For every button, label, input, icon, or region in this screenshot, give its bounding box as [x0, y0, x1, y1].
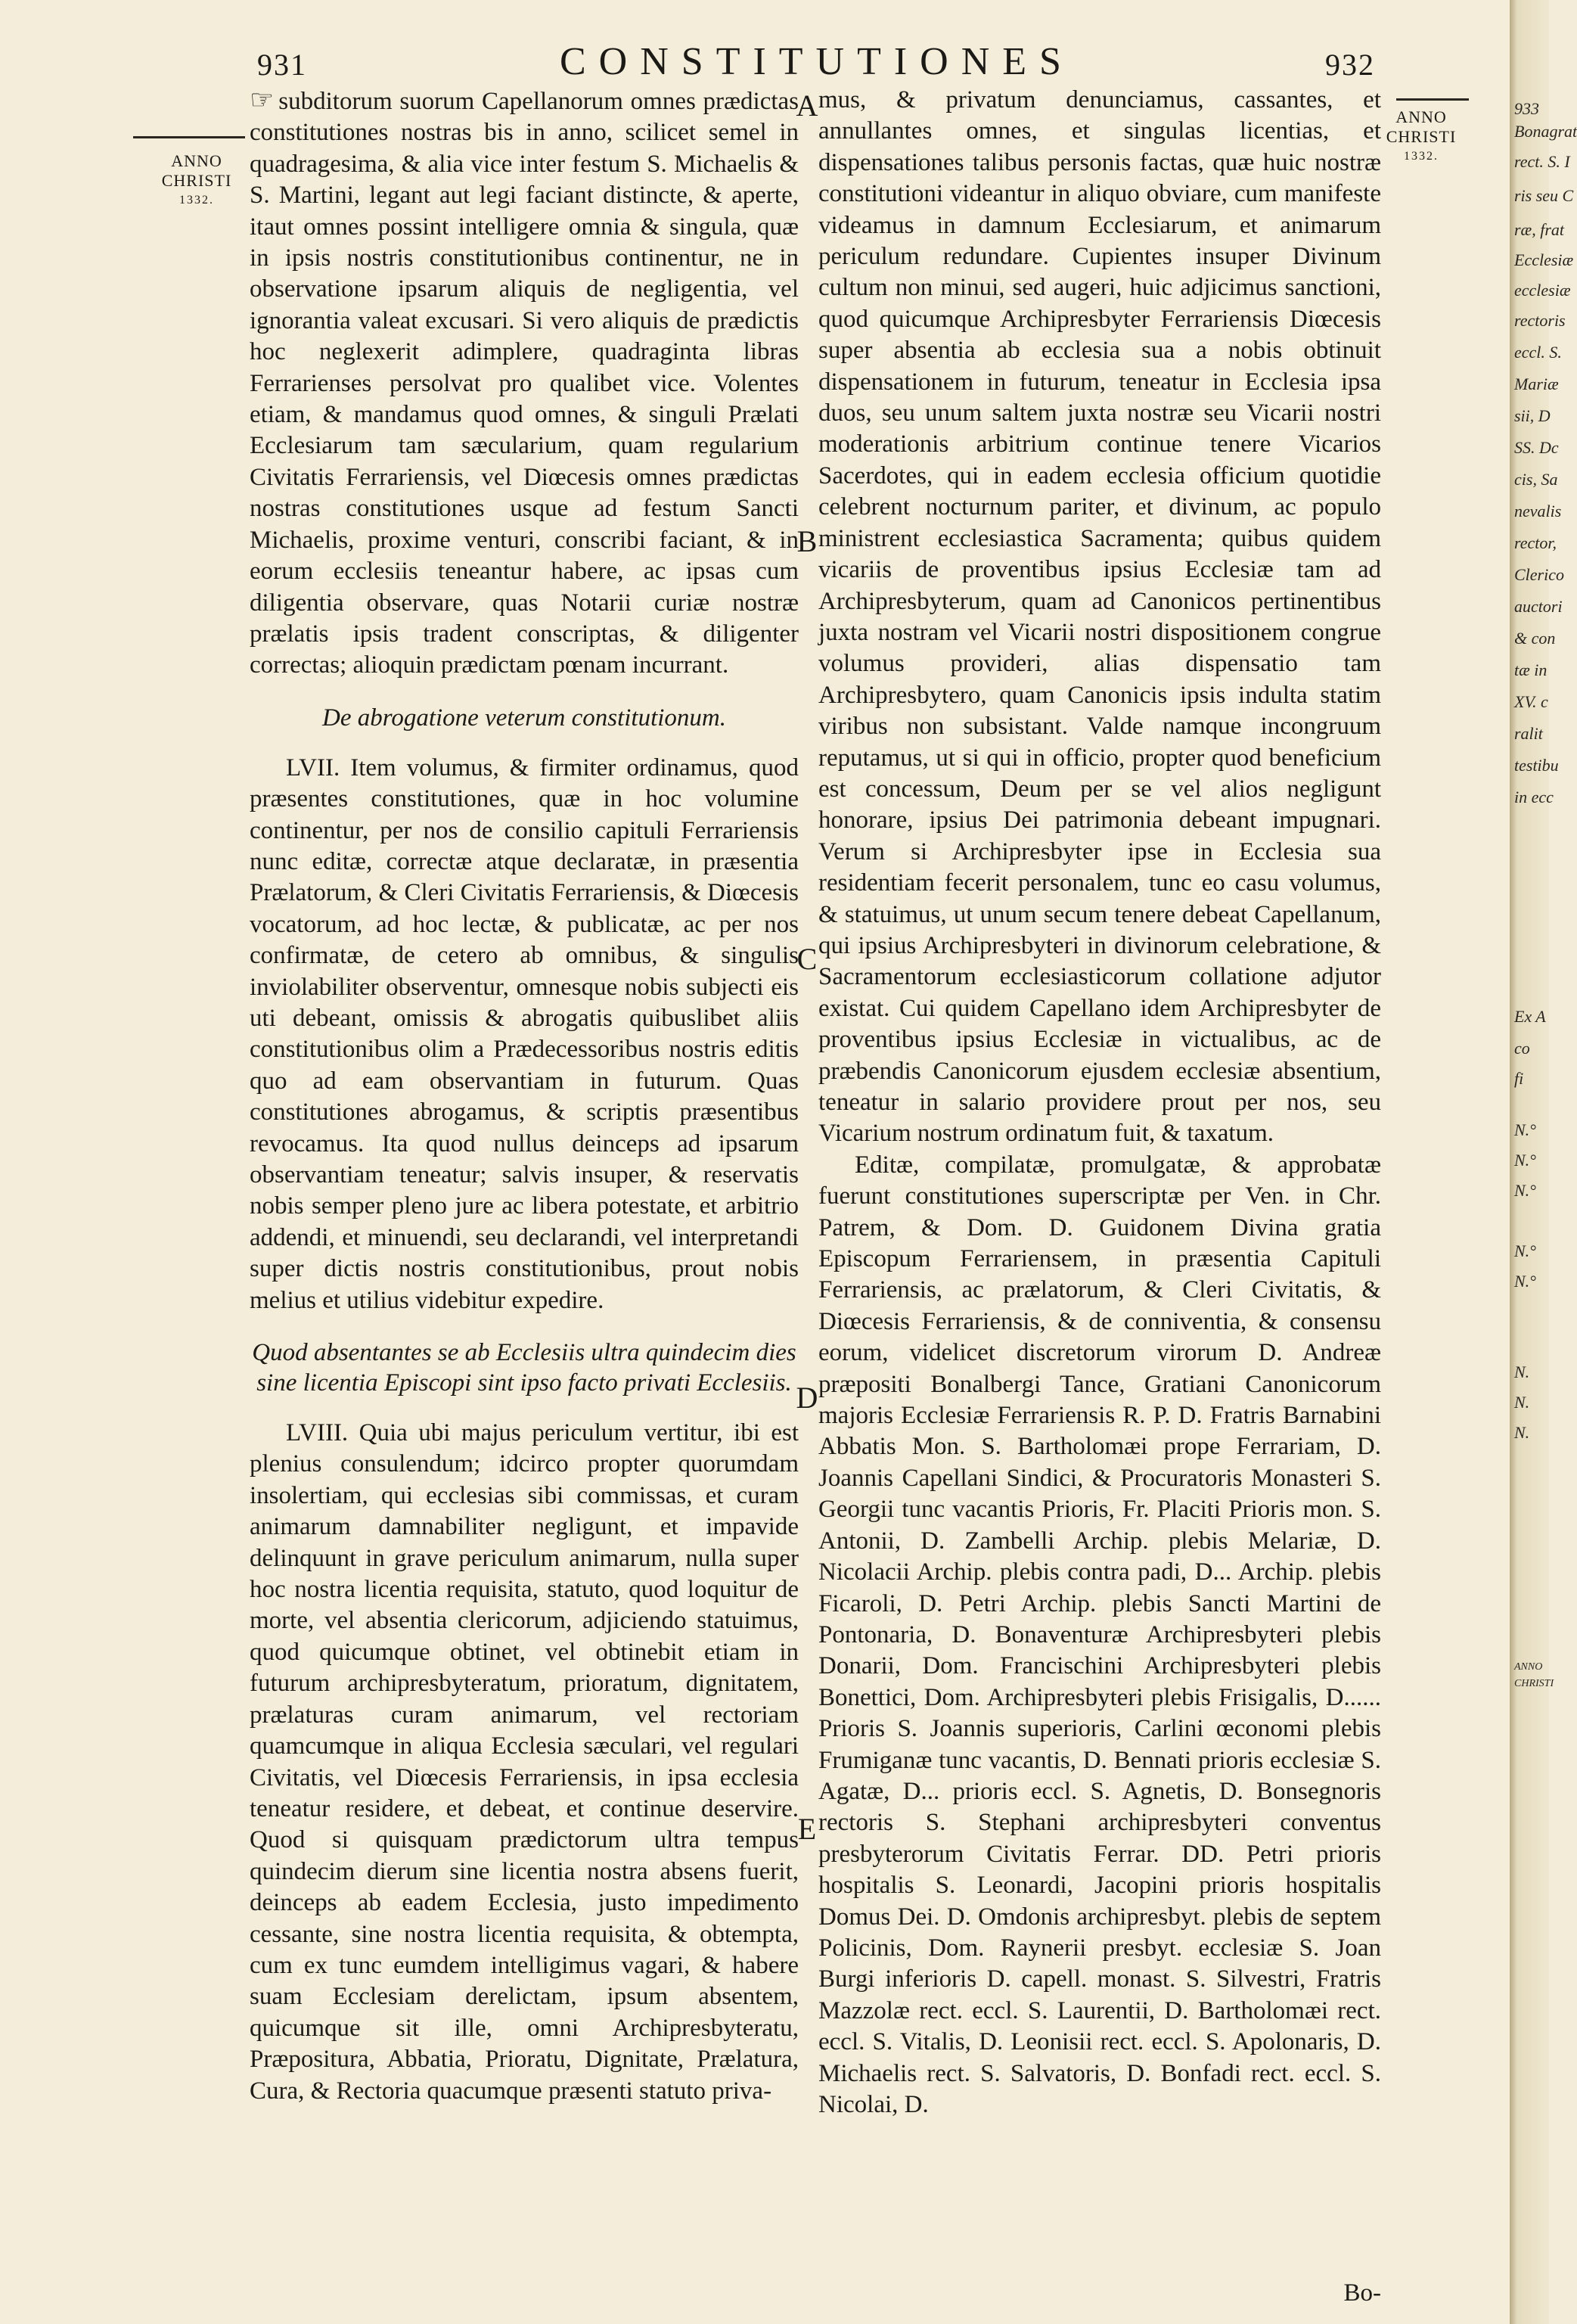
margin-rule-right	[1396, 98, 1469, 101]
section-marker-d: D	[796, 1381, 818, 1415]
fragment: fi	[1514, 1069, 1524, 1088]
fragment: N.°	[1514, 1120, 1536, 1139]
christi-label: CHRISTI	[161, 171, 232, 190]
continuation-paragraph	[250, 85, 799, 682]
paragraph-lvii: LVII. Item volumus, & firmiter ordinamus, quod præsentes constitutiones, quæ in hoc volumine continentur, per nos de consilio capituli Ferrariensis nunc editæ, correctæ atque declaratæ, in præsentia Prælatorum, & Cleri Civitatis Ferrariensis, & Diœcesis vocatorum, ad hoc lectæ, & publicatæ, ac per nos confirmatæ, de cetero ab omnibus, & singulis inviolabiliter observentur, omnesque nobis subjecti eis uti debeant, omissis & abrogatis quibuslibet aliis constitutionibus olim a Prædecessoribus nostris editis quo ad eam observantiam in futurum. Quas constitutiones abrogamus, & scriptis præsentibus revocamus. Ita quod nullus deinceps ad ipsarum observantiam teneatur; salvis insuper, & reservatis nobis semper pleno jure ac libera potestate, et arbitrio addendi, et minuendi, seu declarandi, vel interpretandi super dictis nostris constitutionibus, prout nobis melius et utilius videbitur expedire.	[250, 753, 799, 1314]
fragment: Ecclesiæ	[1514, 250, 1574, 269]
fragment: Ex A	[1514, 1007, 1546, 1026]
year-label: 1332.	[179, 194, 214, 207]
fragment: N.	[1514, 1362, 1530, 1381]
fragment: ecclesiæ	[1514, 281, 1571, 300]
fragment: N.°	[1514, 1241, 1536, 1260]
pointing-hand-icon: ☞	[250, 85, 275, 115]
catchword: Bo-	[1343, 2279, 1381, 2307]
fragment: co	[1514, 1039, 1530, 1058]
fragment: & con	[1514, 629, 1556, 648]
section-marker-b: B	[796, 524, 818, 558]
left-text-column	[250, 85, 799, 2309]
section-marker-e: E	[797, 1812, 817, 1846]
running-title: CONSTITUTIONES	[560, 40, 1074, 83]
section-marker-c: C	[796, 942, 818, 976]
signatories-paragraph: Editæ, compilatæ, promulgatæ, & approbatæ fuerunt constitutiones superscriptæ per Ven. in Chr. Patrem, & Dom. D. Guidonem Divina gratia Episcopum Ferrariensem, in præsentia Capituli Ferrariensis, ac prælatorum, & Cleri Civitatis, & Diœcesis Ferrariensis, & de conniventia, & consensu eorum, videlicet discretorum virorum D. Andreæ præpositi Bonalbergi Tance, Gratiani Canonicorum majoris Ecclesiæ Ferrariensis R. P. D. Fratris Barnabini Abbatis Mon. S. Bartholomæi prope Ferrariam, D. Joannis Capellani Sindici, & Procuratoris Monasteri S. Georgii tunc vacantis Prioris, Fr. Placiti Prioris mon. S. Antonii, D. Zambelli Archip. plebis Melariæ, D. Nicolacii Archip. plebis contra padi, D... Archip. plebis Ficaroli, D. Petri Archip. plebis Sancti Martini de Pontonaria, D. Bonaventuræ Archipresbyteri plebis Donarii, Dom. Francischini Archipresbyteri plebis Bonettici, Dom. Archipresbyteri plebis Frisigalis, D...... Prioris S. Joannis superioris, Carlini œconomi plebis Frumiganæ tunc vacantis, D. Bennati prioris ecclesiæ S. Agatæ, D... prioris eccl. S. Agnetis, D. Bonsegnoris rectoris S. Stephani archipresbyteri conventus presbyterorum Civitatis Ferrar. DD. Petri prioris hospitalis S. Leonardi, Jacopini prioris hospitalis Domus Dei. D. Omdonis archipresbyt. plebis de septem Policinis, Dom. Raynerii presbyt. ecclesiæ S. Joan Burgi inferioris D. capell. monast. S. Silvestri, Fratris Mazzolæ rect. eccl. S. Laurentii, D. Bartholomæi rect. eccl. S. Vitalis, D. Leonisii rect. eccl. S. Apolonaris, D. Michaelis rect. S. Salvatoris, D. Bonfadi rect. eccl. S. Nicolai, D.	[818, 1151, 1381, 2118]
fragment: Clerico	[1514, 565, 1564, 584]
fragment: eccl. S.	[1514, 343, 1562, 362]
fragment: ræ, frat	[1514, 220, 1565, 239]
fragment: ANNO	[1514, 1661, 1543, 1673]
fragment: Mariæ	[1514, 374, 1559, 393]
fragment: sii, D	[1514, 406, 1551, 425]
section-heading: Quod absentantes se ab Ecclesiis ultra quindecim dies sine licentia Episcopi sint ipso facto privati Ecclesiis.	[252, 1339, 796, 1397]
fragment: testibu	[1514, 756, 1559, 775]
section-marker-a: A	[796, 89, 818, 123]
right-text-column	[818, 85, 1381, 2309]
fragment: auctori	[1514, 597, 1563, 616]
fragment: cis, Sa	[1514, 470, 1558, 489]
christi-label: CHRISTI	[1386, 127, 1457, 146]
fragment: ris seu C	[1514, 186, 1574, 205]
fragment: ralit	[1514, 724, 1543, 743]
fragment: CHRISTI	[1514, 1678, 1554, 1689]
margin-year-left	[151, 151, 242, 210]
margin-rule-left	[133, 136, 245, 138]
fragment: N.°	[1514, 1181, 1536, 1200]
fragment: Bonagrat	[1514, 122, 1577, 141]
fragment: rect. S. I	[1514, 152, 1570, 171]
fragment: N.°	[1514, 1151, 1536, 1170]
page-number-left: 931	[257, 48, 307, 82]
year-label: 1332.	[1404, 150, 1439, 163]
adjacent-page-edge	[1510, 0, 1577, 2324]
fragment: N.°	[1514, 1272, 1536, 1291]
fragment: N.	[1514, 1423, 1530, 1442]
fragment: rectoris	[1514, 311, 1566, 330]
fragment: nevalis	[1514, 502, 1562, 520]
anno-label: ANNO	[171, 151, 222, 170]
fragment: tæ in	[1514, 660, 1548, 679]
fragment: SS. Dc	[1514, 438, 1559, 457]
page-number-right: 932	[1325, 48, 1375, 82]
fragment: 933	[1514, 99, 1539, 118]
anno-label: ANNO	[1395, 107, 1447, 126]
fragment: in ecc	[1514, 788, 1554, 806]
fragment: N.	[1514, 1393, 1530, 1412]
paragraph-text: subditorum suorum Capellanorum omnes prædictas constitutiones nostras bis in anno, scilicet semel in quadragesima, & alia vice inter festum S. Michaelis & S. Martini, legant aut legi faciant distincte, & aperte, itaut omnes possint intelligere omnia & singula, quæ in ipsis nostris constitutionibus continentur, ne in observatione ipsarum aliquis de negligentia, vel ignorantia valeat excusari. Si vero aliquis de prædictis hoc neglexerit adimplere, quadraginta libras Ferrarienses persolvat pro qualibet vice. Volentes etiam, & mandamus quod omnes, & singuli Prælati Ecclesiarum tam sæcularium, quam regularium Civitatis Ferrariensis, vel Diœcesis omnes prædictas nostras constitutiones usque ad festum Sancti Michaelis, proxime venturi, conscribi faciant, & in eorum ecclesiis teneantur habere, ac ipsas cum diligentia observare, quas Notarii curiæ nostræ prælatis ipsis tradent conscriptas, & diligenter correctas; alioquin prædictam pœnam incurrant.	[250, 88, 799, 679]
section-heading: De abrogatione veterum constitutionum.	[321, 704, 727, 732]
fragment: XV. c	[1514, 692, 1548, 711]
margin-year-right	[1375, 107, 1467, 166]
continuation-paragraph: mus, & privatum denunciamus, cassantes, et annullantes omnes, et singulas licentias, et dispensationes talibus personis factas, quæ huic nostræ constitutioni videantur in aliquo obviare, cum manifeste videamus in damnum Ecclesiarum, et animarum periculum redundare. Cupientes insuper Divinum cultum non minui, sed augeri, huic adjicimus sanctioni, quod quicumque Archipresbyter Ferrariensis Diœcesis super absentia ab ecclesia sua a nobis obtinuit dispensationem in futurum, teneatur in Ecclesia ipsa duos, seu unum saltem juxta nostræ seu Vicarii nostri moderationis arbitrium continue tenere Vicarios Sacerdotes, qui in eadem ecclesia officium quotidie celebrent nocturnum pariter, et divinum, ac populo ministrent ecclesiastica Sacramenta; quibus quidem vicariis de proventibus ipsius Ecclesiæ tam ad Archipresbyterum, quam ad Canonicos pertinentibus juxta nostram vel Vicarii nostri dispositionem congrue volumus provideri, alias dispensatio tam Archipresbytero, quam Canonicis ipsis indulta statim viribus non subsistant. Valde namque incongruum reputamus, ut si qui in officio, propter quod beneficium est concessum, Deum per se vel alios negligunt honorare, ipsius Dei patrimonia debeant impugnari. Verum si Archipresbyter ipse in Ecclesia sua residentiam fecerit personalem, tunc eo casu volumus, & statuimus, ut unum secum tenere debeat Capellanum, qui ipsius Archipresbyteri in divinorum celebratione, & Sacramentorum ecclesiasticorum collatione adjutor existat. Cui quidem Capellano idem Archipresbyter de proventibus ipsius Ecclesiæ in victualibus, ac de præbendis Canonicorum ejusdem ecclesiæ absentium, teneatur in salario providere prout per nos, seu Vicarium nostrum ordinatum fuit, & taxatum.	[818, 86, 1381, 1148]
fragment: rector,	[1514, 533, 1557, 552]
paragraph-lviii: LVIII. Quia ubi majus periculum vertitur, ibi est plenius consulendum; idcirco propter quorumdam insolertiam, qui ecclesias sibi commissas, et curam animarum damnabiliter negligunt, et impavide delinquunt in grave periculum animarum, nulla super hoc nostra licentia requisita, statuto, quod loquitur de morte, vel absentia clericorum, adjiciendo statuimus, quod quicumque obtinet, vel obtinebit etiam in futurum archipresbyteratum, prioratum, dignitatem, prælaturas curam animarum, vel rectoriam quamcumque in aliqua Ecclesia sæculari, vel regulari Civitatis, vel Diœcesis Ferrariensis, in ipsa ecclesia teneatur residere, et debeat, et continue deservire. Quod si quisquam prædictorum ultra tempus quindecim dierum sine licentia nostra absens fuerit, deinceps ab eadem Ecclesia, justo impedimento cessante, sine nostra licentia requisita, & obtempta, cum ex tunc eumdem intelligimus vagari, & habere suam Ecclesiam derelictam, ipsum absentem, quicumque sit ille, omni Archipresbyteratu, Præpositura, Abbatia, Prioratu, Dignitate, Prælatura, Cura, & Rectoria quacumque præsenti statuto priva-	[250, 1419, 799, 2105]
